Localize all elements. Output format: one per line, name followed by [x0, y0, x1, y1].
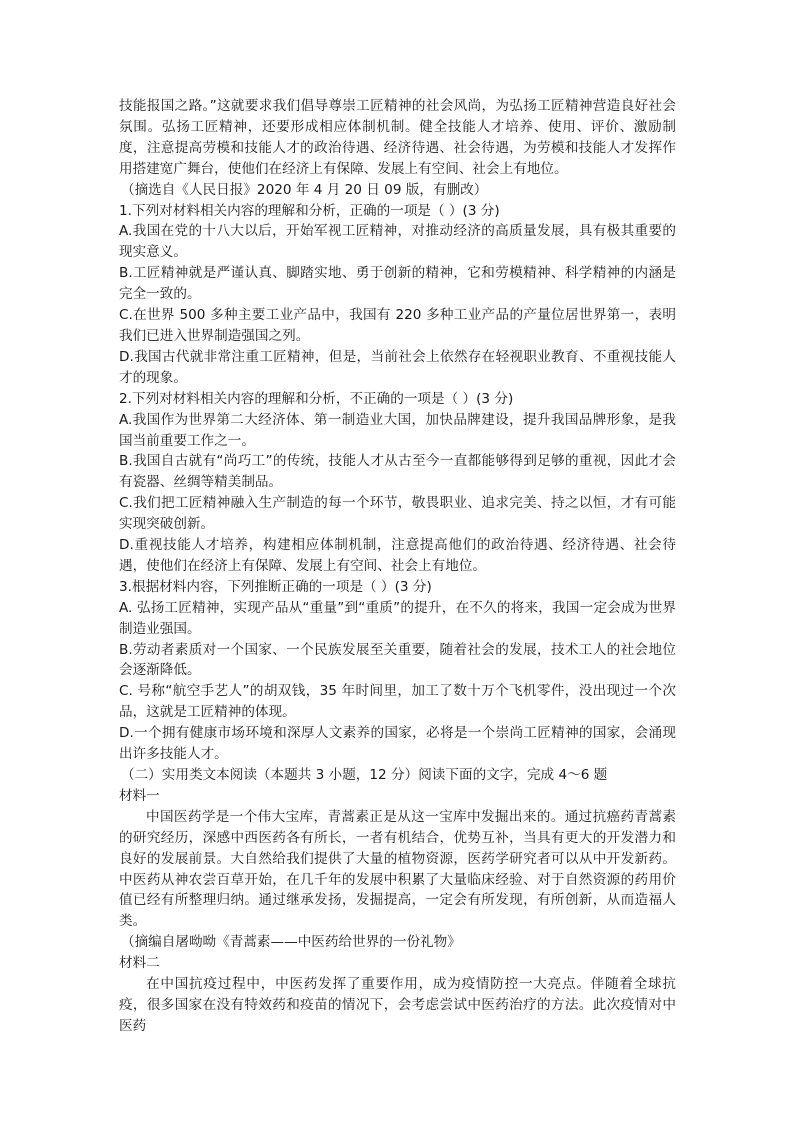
question-3-option-d: D.一个拥有健康市场环境和深厚人文素养的国家，必将是一个崇尚工匠精神的国家，会涌现出许多技能人才。: [119, 725, 676, 763]
material-1-heading: 材料一: [119, 787, 160, 804]
source-citation: （摘选自《人民日报》2020 年 4 月 20 日 09 版，有删改）: [121, 181, 488, 198]
question-3: 3.根据材料内容，下列推断正确的一项是（ ）(3 分): [119, 578, 432, 595]
question-1-option-a: A.我国在党的十八大以后，开始军视工匠精神，对推动经济的高质量发展，具有极其重要的现实意义。: [119, 223, 676, 261]
question-3-option-a: A. 弘扬工匠精神，实现产品从“重量”到“重质”的提升，在不久的将来，我国一定会成为世界制造业强国。: [119, 599, 676, 637]
document-page: [119, 96, 676, 1037]
section-heading: （二）实用类文本阅读（本题共 3 小题，12 分）阅读下面的文字，完成 4～6 题: [121, 767, 608, 783]
question-1-option-b: B.工匠精神就是严谨认真、脚踏实地、勇于创新的精神，它和劳模精神、科学精神的内涵是完全一致的。: [119, 265, 676, 303]
question-2-option-a: A.我国作为世界第二大经济体、第一制造业大国，加快品牌建设，提升我国品牌形象，是我国当前重要工作之一。: [119, 411, 676, 449]
material-2-heading: 材料二: [119, 955, 160, 972]
question-3-option-c: C. 号称“航空手艺人”的胡双钱，35 年时间里，加工了数十万个飞机零件，没出现过一个次品，这就是工匠精神的体现。: [119, 683, 676, 721]
question-1-option-c: C.在世界 500 多种主要工业产品中，我国有 220 多种工业产品的产量位居世界第一，表明我们已进入世界制造强国之列。: [119, 307, 676, 344]
material-1-paragraph: 中国医药学是一个伟大宝库，青蒿素正是从这一宝库中发掘出来的。通过抗癌药青蒿素的研究经历，深感中西医药各有所长，一者有机结合，优势互补，当具有更大的开发潜力和良好的发展前景。大自然给我们提供了大量的植物资源，医药学研究者可以从中开发新药。中医药从神农尝百草开始，在几千年的发展中积累了大量临床经验、对于自然资源的药用价值已经有所整理归纳。通过继承发扬，发掘提高，一定会有所发现，有所创新，从而造福人类。: [119, 808, 676, 930]
question-2-option-c: C.我们把工匠精神融入生产制造的每一个环节，敬畏职业、追求完美、持之以恒，才有可能实现突破创新。: [119, 495, 676, 533]
question-2: 2.下列对材料相关内容的理解和分析，不正确的一项是（ ）(3 分): [119, 390, 514, 407]
body-paragraph: 技能报国之路。”这就要求我们倡导尊崇工匠精神的社会风尚，为弘扬工匠精神营造良好社会氛围。弘扬工匠精神，还要形成相应体制机制。健全技能人才培养、使用、评价、激励制度，注意提高劳模和技能人才的政治待遇、经济待遇、社会待遇，为劳模和技能人才发挥作用搭建宽广舞台，使他们在经济上有保障、发展上有空间、社会上有地位。: [119, 98, 676, 177]
question-3-option-b: B.劳动者素质对一个国家、一个民族发展至关重要，随着社会的发展，技术工人的社会地位会逐渐降低。: [119, 641, 676, 679]
question-1: 1.下列对材料相关内容的理解和分析，正确的一项是（ ）(3 分): [119, 202, 500, 219]
material-2-paragraph: 在中国抗疫过程中，中医药发挥了重要作用，成为疫情防控一大亮点。伴随着全球抗疫，很多国家在没有特效药和疫苗的情况下，会考虑尝试中医药治疗的方法。此次疫情对中医药: [119, 976, 676, 1034]
material-1-source: （摘编自屠呦呦《青蒿素——中医药给世界的一份礼物》: [121, 934, 461, 951]
question-1-option-d: D.我国古代就非常注重工匠精神，但是，当前社会上依然存在轻视职业教育、不重视技能人才的现象。: [119, 348, 676, 386]
question-2-option-b: B.我国自古就有“尚巧工”的传统，技能人才从古至今一直都能够得到足够的重视，因此才会有瓷器、丝绸等精美制品。: [119, 453, 676, 491]
question-2-option-d: D.重视技能人才培养，构建相应体制机制，注意提高他们的政治待遇、经济待遇、社会待遇，使他们在经济上有保障、发展上有空间、社会上有地位。: [119, 537, 676, 574]
